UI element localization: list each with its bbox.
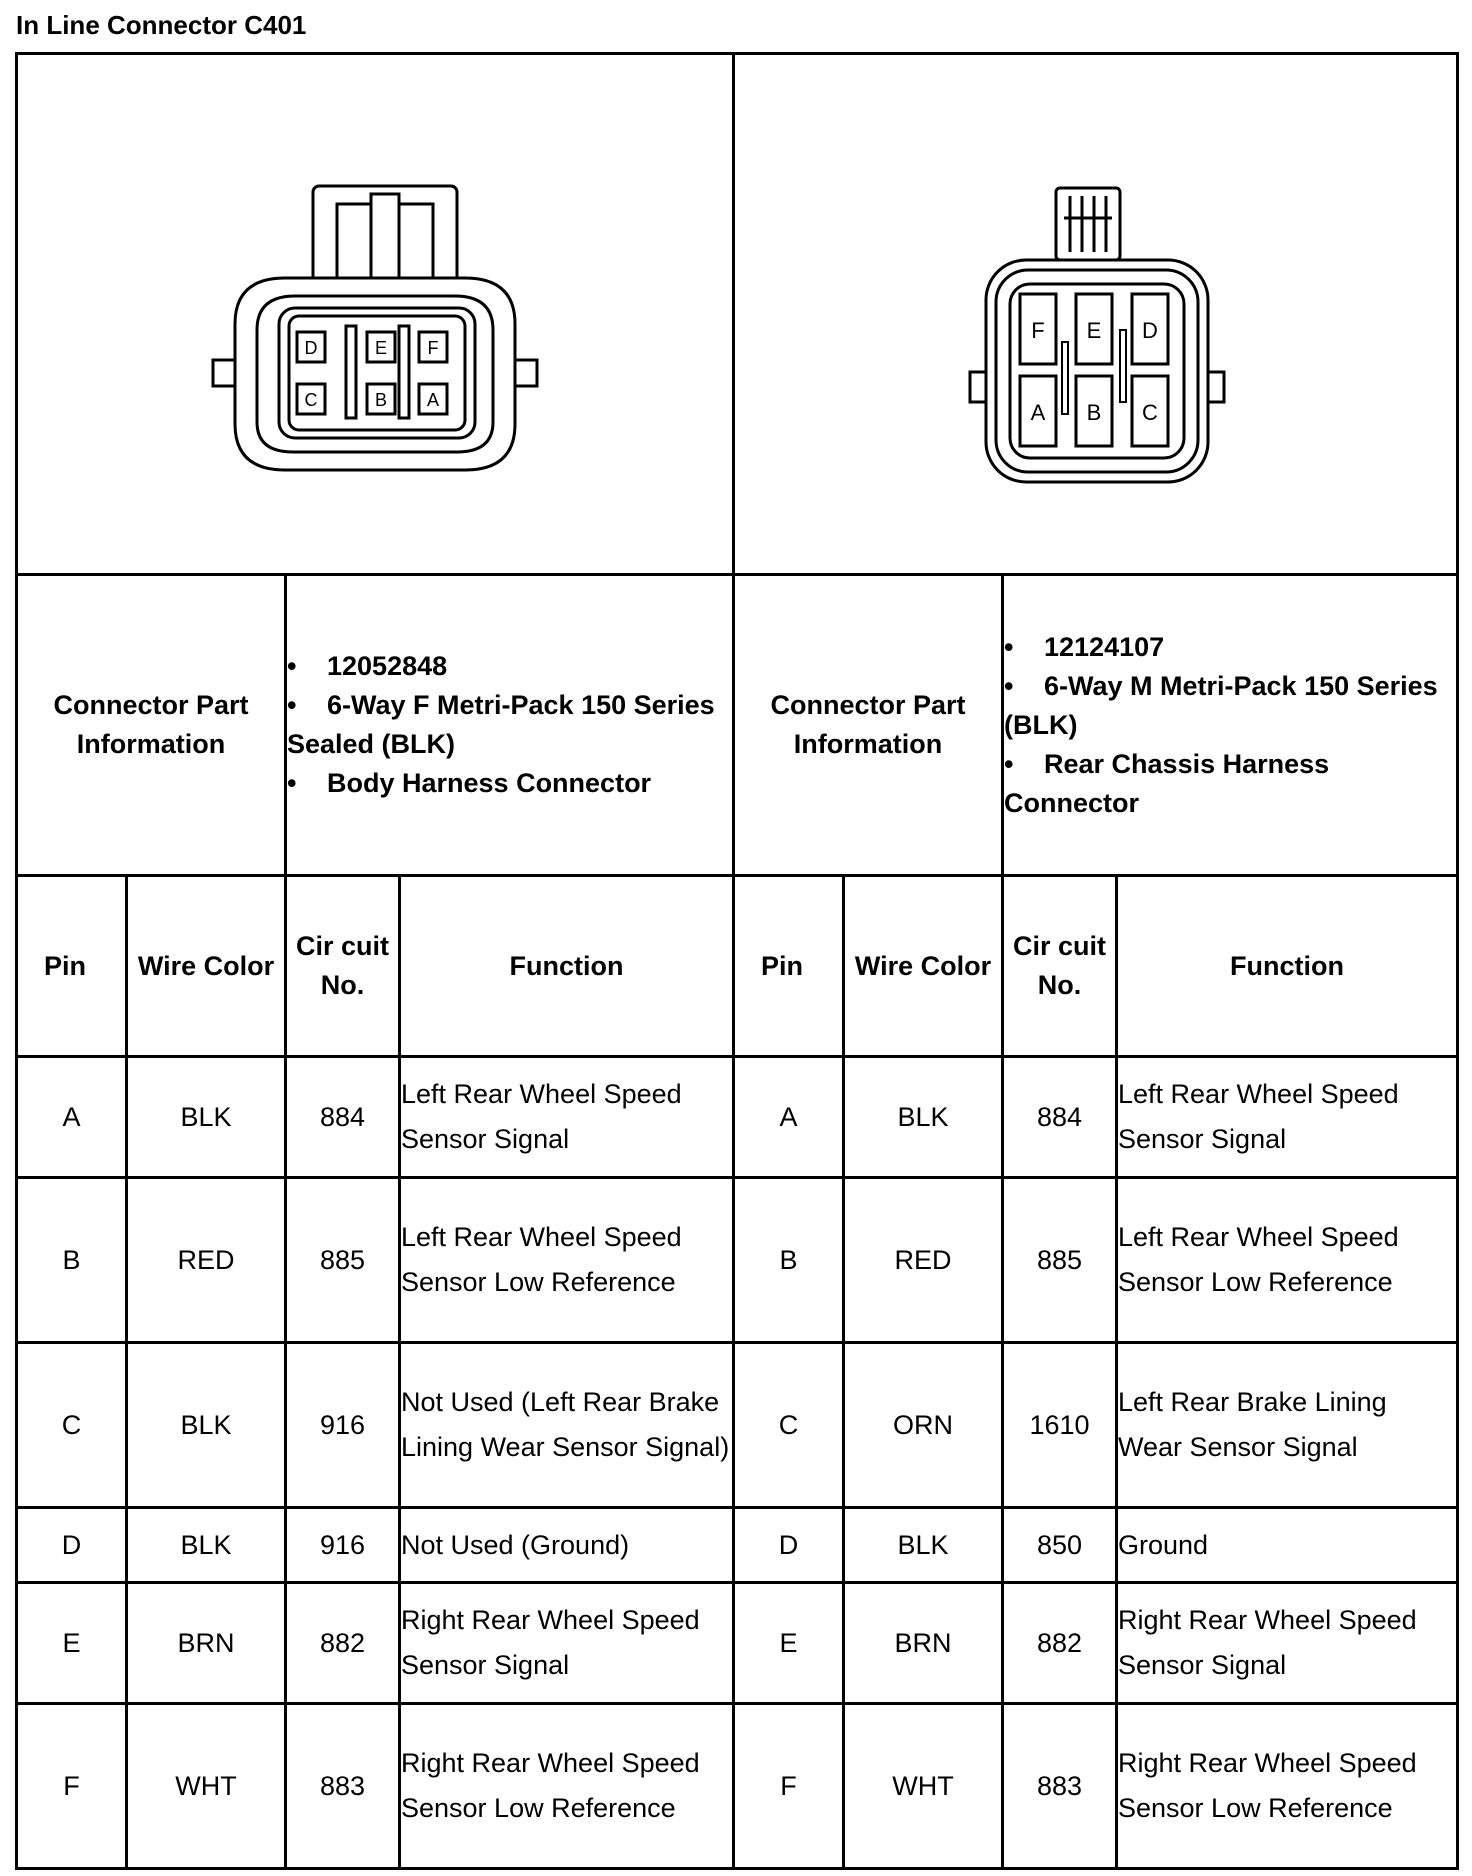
header-pin: Pin [17, 876, 127, 1057]
bullet-icon: • [1004, 670, 1014, 701]
connector-1-diagram [17, 54, 734, 575]
circuit-cell: 885 [286, 1178, 400, 1343]
circuit-cell: 882 [1003, 1583, 1117, 1704]
part-number: 12052848 [327, 651, 448, 681]
pin-cell: C [17, 1343, 127, 1508]
pin-cell: E [17, 1583, 127, 1704]
pin-cell: A [734, 1057, 844, 1178]
function-cell: Right Rear Wheel Speed Sensor Low Reference [400, 1704, 734, 1869]
table-row [17, 1583, 1458, 1704]
connector-2-part-info-label: Connector Part Information [734, 575, 1003, 876]
wire-color-cell: WHT [844, 1704, 1003, 1869]
pin-label-e: E [1086, 318, 1101, 343]
circuit-cell: 883 [286, 1704, 400, 1869]
circuit-cell: 916 [286, 1508, 400, 1583]
pin-label-a: A [426, 390, 440, 410]
table-row [17, 1057, 1458, 1178]
circuit-cell: 882 [286, 1583, 400, 1704]
connector-table [15, 52, 1459, 1870]
pin-label-f: F [427, 338, 439, 358]
function-cell: Left Rear Brake Lining Wear Sensor Signal [1117, 1343, 1458, 1508]
function-cell: Ground [1117, 1508, 1458, 1583]
circuit-cell: 1610 [1003, 1343, 1117, 1508]
female-connector-face-drawing [195, 134, 555, 494]
function-cell: Left Rear Wheel Speed Sensor Low Reference [1117, 1178, 1458, 1343]
table-row [17, 1704, 1458, 1869]
function-cell: Left Rear Wheel Speed Sensor Signal [400, 1057, 734, 1178]
header-pin: Pin [734, 876, 844, 1057]
function-cell: Right Rear Wheel Speed Sensor Low Reference [1117, 1704, 1458, 1869]
circuit-cell: 884 [286, 1057, 400, 1178]
harness-name: Rear Chassis Harness Connector [1004, 748, 1330, 818]
connector-description: 6-Way M Metri-Pack 150 Series (BLK) [1004, 670, 1438, 740]
pin-cell: C [734, 1343, 844, 1508]
pin-cell: A [17, 1057, 127, 1178]
pin-label-d: D [304, 338, 318, 358]
bullet-icon: • [287, 651, 297, 681]
table-row [17, 1343, 1458, 1508]
wire-color-cell: BLK [844, 1508, 1003, 1583]
circuit-cell: 884 [1003, 1057, 1117, 1178]
header-wire-color: Wire Color [127, 876, 286, 1057]
wire-color-cell: BLK [127, 1057, 286, 1178]
harness-item [1004, 745, 1456, 823]
function-cell: Right Rear Wheel Speed Sensor Signal [1117, 1583, 1458, 1704]
pin-label-a: A [1030, 400, 1045, 425]
function-cell: Right Rear Wheel Speed Sensor Signal [400, 1583, 734, 1704]
header-circuit-no: Cir cuit No. [286, 876, 400, 1057]
pin-cell: F [17, 1704, 127, 1869]
pin-label-e: E [374, 338, 388, 358]
header-function: Function [1117, 876, 1458, 1057]
connector-description: 6-Way F Metri-Pack 150 Series Sealed (BLK) [287, 690, 715, 759]
function-cell: Left Rear Wheel Speed Sensor Low Reference [400, 1178, 734, 1343]
pin-cell: B [17, 1178, 127, 1343]
pin-label-c: C [304, 390, 318, 410]
pin-cell: E [734, 1583, 844, 1704]
bullet-icon: • [287, 768, 297, 798]
wire-color-cell: BRN [127, 1583, 286, 1704]
harness-item [287, 764, 732, 803]
wire-color-cell: RED [844, 1178, 1003, 1343]
table-row [17, 1508, 1458, 1583]
connector-1-part-info-label: Connector Part Information [17, 575, 286, 876]
wire-color-cell: BRN [844, 1583, 1003, 1704]
description-item [1004, 667, 1456, 745]
male-connector-face-drawing [956, 134, 1236, 494]
function-cell: Not Used (Left Rear Brake Lining Wear Sensor Signal) [400, 1343, 734, 1508]
page-title: In Line Connector C401 [16, 10, 307, 40]
connector-2-diagram [734, 54, 1458, 575]
pin-cell: F [734, 1704, 844, 1869]
part-number-item [287, 647, 732, 686]
wire-color-cell: WHT [127, 1704, 286, 1869]
wire-color-cell: BLK [127, 1508, 286, 1583]
bullet-icon: • [287, 690, 297, 720]
harness-name: Body Harness Connector [327, 768, 652, 798]
wire-color-cell: RED [127, 1178, 286, 1343]
bullet-icon: • [1004, 748, 1014, 779]
wire-color-cell: BLK [844, 1057, 1003, 1178]
pin-cell: D [734, 1508, 844, 1583]
pin-label-c: C [1141, 400, 1158, 425]
description-item [287, 686, 732, 764]
part-number: 12124107 [1044, 631, 1165, 662]
bullet-icon: • [1004, 631, 1014, 662]
connector-2-part-info [1003, 575, 1458, 876]
pin-label-f: F [1030, 318, 1045, 343]
part-number-item [1004, 628, 1456, 667]
pin-label-d: D [1141, 318, 1158, 343]
connector-1-part-info [286, 575, 734, 876]
header-function: Function [400, 876, 734, 1057]
table-row [17, 1178, 1458, 1343]
circuit-cell: 883 [1003, 1704, 1117, 1869]
header-wire-color: Wire Color [844, 876, 1003, 1057]
pin-label-b: B [374, 390, 388, 410]
pin-cell: B [734, 1178, 844, 1343]
function-cell: Not Used (Ground) [400, 1508, 734, 1583]
function-cell: Left Rear Wheel Speed Sensor Signal [1117, 1057, 1458, 1178]
pin-label-b: B [1086, 400, 1101, 425]
pin-cell: D [17, 1508, 127, 1583]
header-circuit-no: Cir cuit No. [1003, 876, 1117, 1057]
circuit-cell: 850 [1003, 1508, 1117, 1583]
wire-color-cell: ORN [844, 1343, 1003, 1508]
circuit-cell: 885 [1003, 1178, 1117, 1343]
circuit-cell: 916 [286, 1343, 400, 1508]
wire-color-cell: BLK [127, 1343, 286, 1508]
